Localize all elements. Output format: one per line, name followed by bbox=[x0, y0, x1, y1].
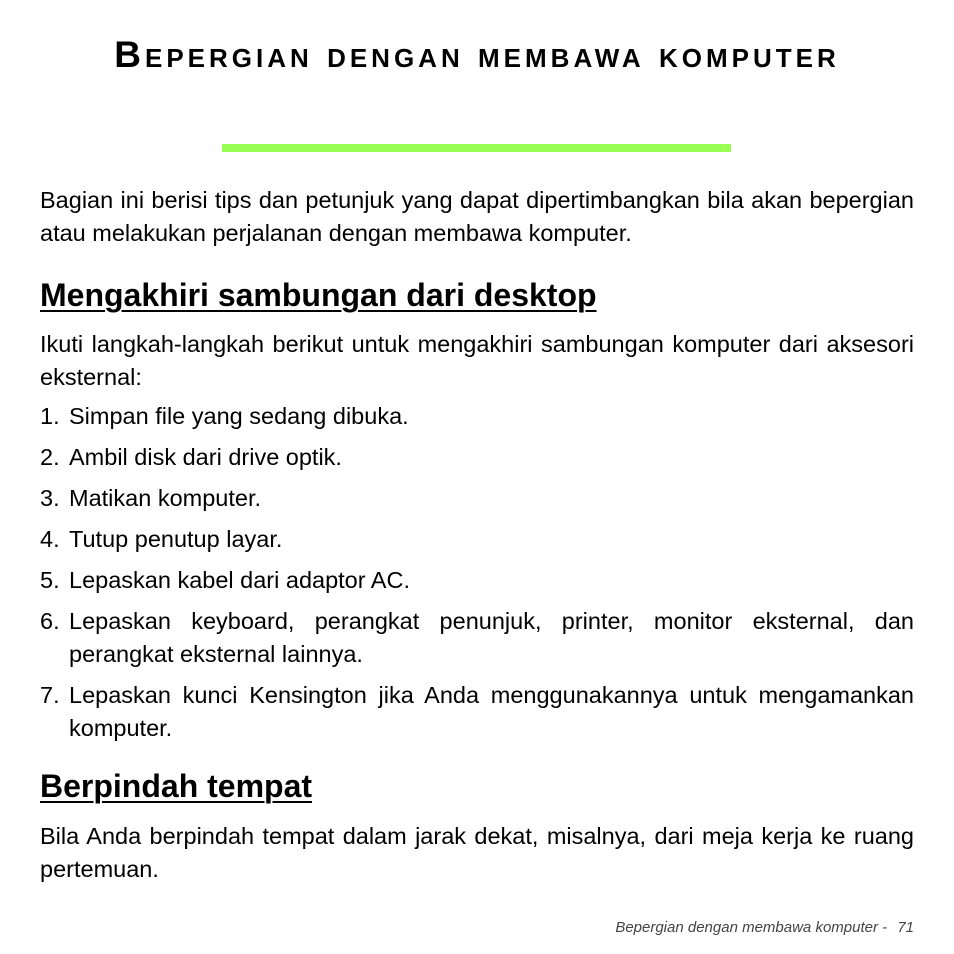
page-footer bbox=[615, 918, 914, 938]
step-text: Ambil disk dari drive optik. bbox=[69, 444, 342, 470]
section-heading-moving: Berpindah tempat bbox=[40, 768, 313, 804]
step-number: 1. bbox=[40, 403, 60, 429]
steps-list bbox=[40, 400, 914, 753]
list-item bbox=[40, 400, 914, 433]
section-heading-disconnect: Mengakhiri sambungan dari desktop bbox=[40, 277, 597, 313]
step-text: Lepaskan kabel dari adaptor AC. bbox=[69, 567, 410, 593]
step-number: 6. bbox=[40, 608, 60, 634]
section-moving-body: Bila Anda berpindah tempat dalam jarak dekat, misalnya, dari meja kerja ke ruang pertemuan. bbox=[40, 823, 914, 882]
step-text: Lepaskan keyboard, perangkat penunjuk, printer, monitor eksternal, dan perangkat eksternal lainnya. bbox=[69, 608, 914, 667]
step-number: 4. bbox=[40, 526, 60, 552]
page-number: 71 bbox=[897, 919, 914, 936]
step-text: Lepaskan kunci Kensington jika Anda menggunakannya untuk mengamankan komputer. bbox=[69, 682, 914, 741]
intro-paragraph: Bagian ini berisi tips dan petunjuk yang dapat dipertimbangkan bila akan bepergian atau melakukan perjalanan dengan membawa komputer. bbox=[40, 187, 914, 246]
title-underline-rule bbox=[222, 144, 731, 152]
step-number: 2. bbox=[40, 444, 60, 470]
step-text: Simpan file yang sedang dibuka. bbox=[69, 403, 409, 429]
list-item bbox=[40, 564, 914, 597]
list-item bbox=[40, 605, 914, 671]
list-item bbox=[40, 482, 914, 515]
footer-text: Bepergian dengan membawa komputer - bbox=[615, 919, 888, 936]
section-disconnect-intro: Ikuti langkah-langkah berikut untuk mengakhiri sambungan komputer dari aksesori eksternal: bbox=[40, 331, 914, 390]
list-item bbox=[40, 679, 914, 745]
step-number: 3. bbox=[40, 485, 60, 511]
step-number: 7. bbox=[40, 682, 60, 708]
step-text: Tutup penutup layar. bbox=[69, 526, 283, 552]
list-item bbox=[40, 441, 914, 474]
list-item bbox=[40, 523, 914, 556]
chapter-title: Bepergian dengan membawa komputer bbox=[114, 34, 840, 75]
step-text: Matikan komputer. bbox=[69, 485, 262, 511]
step-number: 5. bbox=[40, 567, 60, 593]
